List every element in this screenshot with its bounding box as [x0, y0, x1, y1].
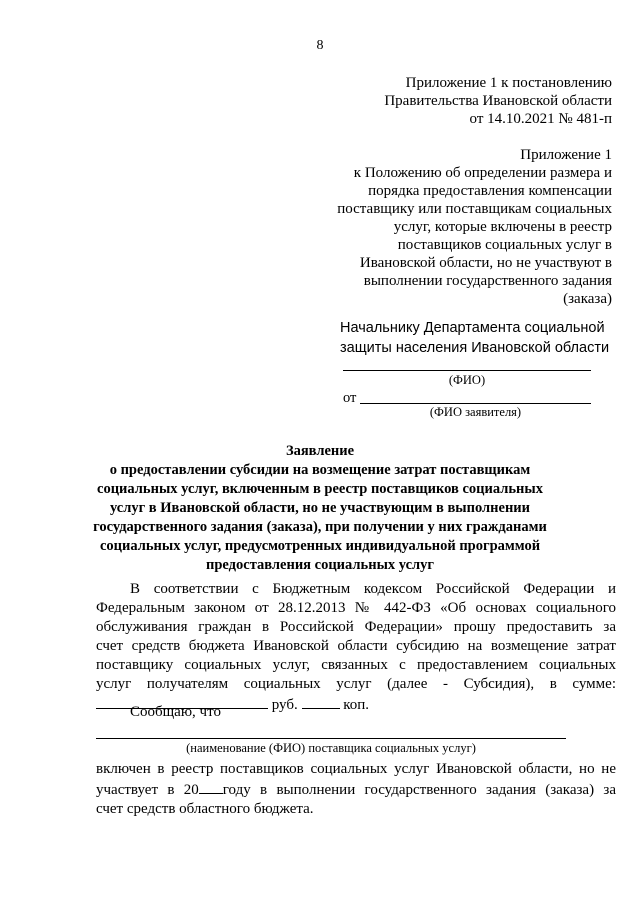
paragraph-line	[96, 779, 616, 800]
document-title	[88, 442, 552, 575]
title-line: услуг в Ивановской области, но не участвующим в выполнении	[109, 500, 531, 516]
annex-sub-line: выполнении государственного задания	[363, 273, 612, 289]
annex-sub-line: услуг, которые включены в реестр	[393, 219, 612, 235]
paragraph-line: обслуживания граждан в Российской Федерации» прошу предоставить за	[96, 619, 616, 635]
fio-caption: (ФИО)	[448, 373, 486, 387]
annex-sub-line: (заказа)	[563, 291, 612, 307]
addressee-line: Начальнику Департамента социальной	[340, 320, 605, 336]
year-blank[interactable]	[199, 779, 223, 794]
applicant-caption: (ФИО заявителя)	[429, 405, 522, 419]
paragraph-line: Федеральным законом от 28.12.2013 № 442-ФЗ «Об основах социального	[96, 600, 616, 616]
fio-blank-line[interactable]	[343, 370, 591, 371]
applicant-blank-line[interactable]	[360, 403, 591, 404]
annex-sub-line: Ивановской области, но не участвуют в	[359, 255, 612, 271]
addressee-block	[340, 318, 609, 358]
rub-label: руб.	[271, 697, 298, 713]
annex-header-line: Приложение 1 к постановлению	[405, 75, 612, 91]
kop-amount-blank[interactable]	[302, 694, 340, 709]
year-prefix: участвует в 20	[96, 782, 199, 798]
title-line: Заявление	[285, 443, 355, 459]
paragraph-request	[96, 580, 616, 715]
title-line: социальных услуг, предусмотренных индивидуальной программой	[99, 538, 541, 554]
annex-header-line: Правительства Ивановской области	[384, 93, 612, 109]
addressee-line: защиты населения Ивановской области	[340, 340, 610, 356]
annex-header	[384, 74, 612, 128]
paragraph-line: счет средств областного бюджета.	[96, 801, 314, 817]
paragraph-line: поставщику социальных услуг, связанных с предоставлением социальных	[96, 657, 616, 673]
title-line: о предоставлении субсидии на возмещение затрат поставщикам	[109, 462, 531, 478]
from-label: от	[343, 390, 357, 406]
kop-label: коп.	[343, 697, 370, 713]
annex-sub-line: к Положению об определении размера и	[353, 165, 612, 181]
annex-sub-line: поставщиков социальных услуг в	[397, 237, 612, 253]
report-text: Сообщаю, что	[130, 704, 221, 720]
paragraph-line: счет средств бюджета Ивановской области субсидию на возмещение затрат	[96, 638, 616, 654]
annex-sub-header	[337, 146, 612, 308]
provider-caption: (наименование (ФИО) поставщика социальных услуг)	[186, 741, 476, 755]
title-line: предоставления социальных услуг	[206, 557, 434, 573]
annex-sub-line: порядка предоставления компенсации	[368, 183, 612, 199]
annex-header-line: от 14.10.2021 № 481-п	[469, 111, 612, 127]
paragraph-line: В соответствии с Бюджетным кодексом Российской Федерации и	[130, 581, 616, 597]
annex-sub-line: Приложение 1	[520, 147, 612, 163]
provider-blank-line[interactable]	[96, 738, 566, 739]
title-line: государственного задания (заказа), при получении у них гражданами	[93, 519, 547, 535]
annex-sub-line: поставщику или поставщикам социальных	[337, 201, 612, 217]
title-line: социальных услуг, включенным в реестр поставщиков социальных	[97, 481, 543, 497]
paragraph-line: услуг получателям социальных услуг (далее - Субсидия), в сумме:	[96, 676, 616, 692]
paragraph-line: включен в реестр поставщиков социальных услуг Ивановской области, но не	[96, 761, 616, 777]
year-suffix: году в выполнении государственного задания (заказа) за	[222, 782, 616, 798]
page-number: 8	[316, 38, 324, 53]
paragraph-status	[96, 760, 616, 819]
